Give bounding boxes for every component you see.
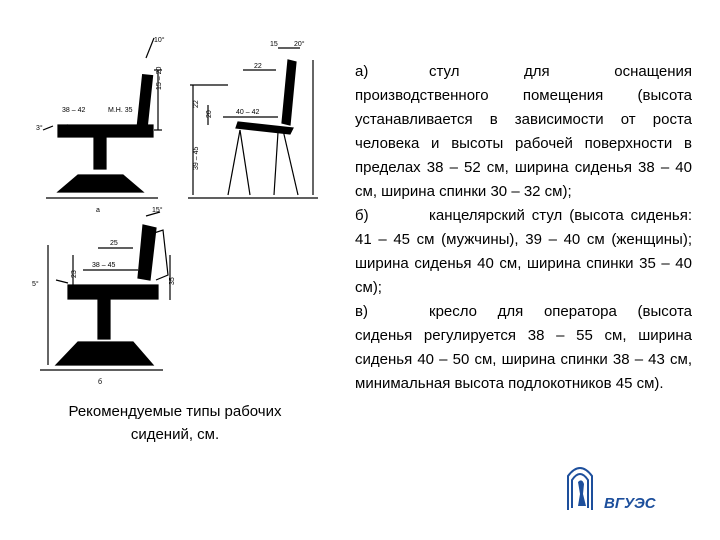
paragraph-b-text: канцелярский стул (высота сиденья: 41 – 45 см (мужчины), 39 – 40 см (женщины); ширина сиденья 40 см, ширина спинки 35 – 40 см); [355, 207, 692, 296]
paragraph-c-label: в) [355, 303, 368, 320]
chair-b-rear-leg [274, 132, 278, 195]
paragraph-c [355, 300, 692, 396]
chair-b-back [282, 60, 296, 125]
label-b: б [98, 379, 103, 385]
logo-figure-icon [578, 480, 586, 506]
label-a-seat-height-m: М.Н. 35 [108, 107, 133, 114]
label-a-back: 15 – 20 [156, 66, 163, 90]
paragraph-b [355, 204, 692, 300]
chair-a-column [94, 137, 106, 169]
paragraph-a-label: а) [355, 63, 369, 80]
paragraph-a-text: стул для оснащения производственного помещения (высота устанавливается в зависимости от роста человека и высоты рабочей поверхности в пределах 38 – 52 см, ширина сиденья 38 – 40 см, ширина спинки 30 – 32 см); [355, 63, 692, 200]
label-a-top-angle: 10° [154, 37, 165, 44]
label-c-angle: 5° [32, 281, 39, 288]
label-c-height-35: 35 [169, 277, 176, 285]
caption-line-1: Рекомендуемые типы рабочих [68, 403, 282, 420]
label-c-seat-width: 38 – 45 [92, 262, 116, 269]
label-b-top-20: 20° [294, 41, 305, 48]
paragraph-b-label: б) [355, 207, 369, 224]
figure-caption [30, 400, 320, 446]
label-a-seat-height: 38 – 42 [62, 107, 86, 114]
label-c-height-23: 23 [71, 270, 78, 278]
chair-b-front-leg [228, 130, 240, 195]
label-c-back-width: 25 [110, 240, 118, 247]
label-b-top-15: 15 [270, 41, 278, 48]
chair-c-drawing [40, 212, 170, 370]
chair-c-armrest [56, 280, 68, 283]
chair-c-column [98, 299, 110, 339]
label-b-height-39-45: 39 – 45 [193, 146, 200, 170]
logo-text: ВГУЭС [604, 495, 656, 512]
label-c-top: 15° [152, 207, 163, 214]
label-a: а [96, 207, 100, 214]
chair-a-base [58, 175, 143, 192]
caption-line-2: сидений, см. [130, 426, 220, 443]
chairs-figure [28, 30, 338, 385]
label-b-height-20: 20 [206, 110, 213, 118]
label-b-back-width: 22 [254, 63, 262, 70]
paragraph-a [355, 60, 692, 204]
label-b-seat-width: 40 – 42 [236, 109, 260, 116]
label-a-angle: 3° [36, 125, 43, 132]
chair-a-angle-line [146, 38, 154, 58]
chair-a-drawing [43, 38, 162, 198]
chair-c-seat [68, 285, 158, 299]
chair-descriptions [355, 60, 692, 396]
chair-b-drawing [188, 48, 318, 198]
vguès-logo [562, 458, 682, 518]
chair-a-back [137, 75, 152, 128]
paragraph-c-text: кресло для оператора (высота сиденья регулируется 38 – 55 см, ширина сиденья 40 – 50 см, ширина спинки 38 – 43 см, минимальная высота подлокотников 45 см). [355, 303, 692, 392]
chair-c-base [56, 342, 153, 365]
label-b-height-22: 22 [193, 100, 200, 108]
